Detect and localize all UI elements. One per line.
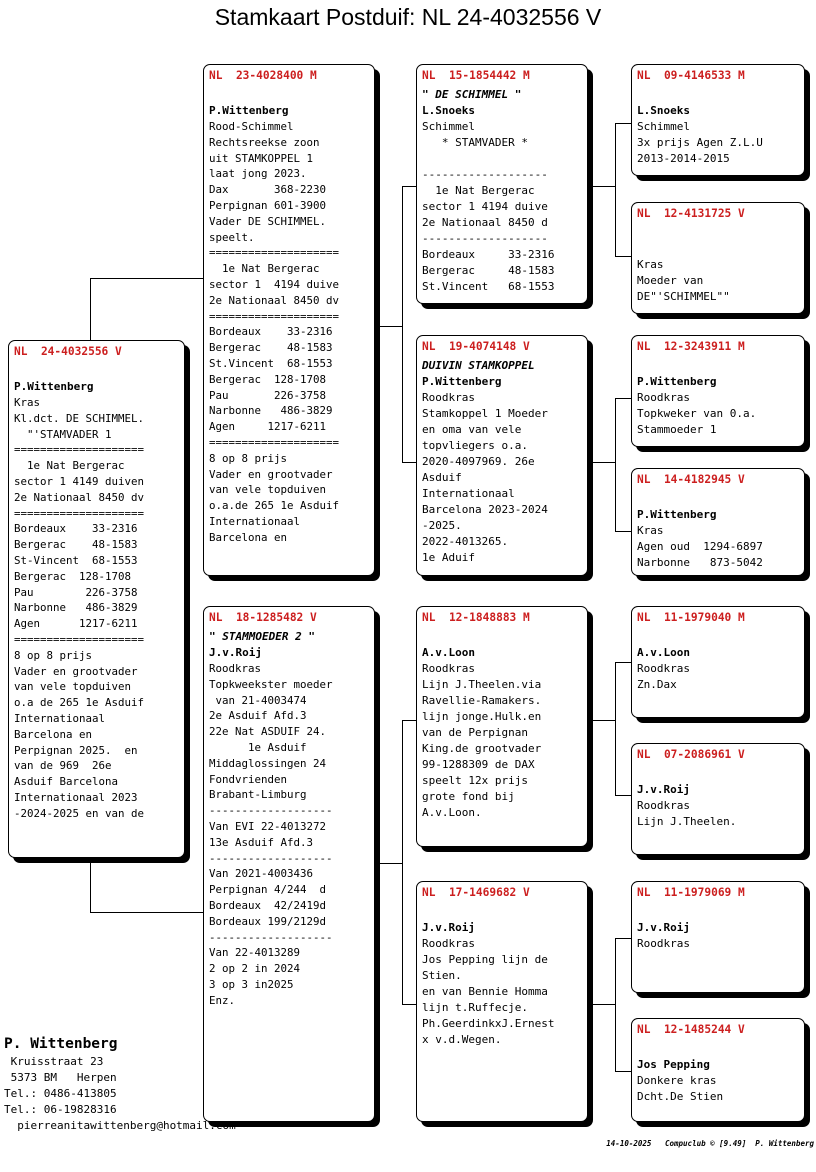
note-line: Perpignan 2025. en [14, 743, 138, 757]
connector-line [615, 531, 632, 532]
note-line: Roodkras [637, 662, 690, 675]
note-line: 3 op 3 in2025 [209, 977, 294, 991]
connector-line [615, 795, 632, 796]
note-line: speelt 12x prijs [422, 774, 528, 787]
ring-number: NL 12-1485244 V [637, 1023, 745, 1036]
ring-number: NL 09-4146533 M [637, 69, 745, 82]
note-line: Narbonne 486-3829 [14, 601, 138, 615]
pigeon-notes [14, 395, 179, 822]
ring-number: NL 18-1285482 V [209, 611, 317, 624]
note-line: Fondvrienden [209, 772, 288, 786]
pigeon-nickname: DUIVIN STAMKOPPEL [422, 359, 535, 372]
breeder-name: J.v.Roij [637, 921, 690, 934]
pigeon-notes [637, 936, 799, 952]
breeder-name: L.Snoeks [422, 104, 475, 117]
note-line: ==================== [14, 506, 145, 520]
breeder-name: Jos Pepping [637, 1058, 710, 1071]
pigeon-card-mff[interactable] [631, 606, 805, 718]
note-line: Vader en grootvader [209, 467, 333, 481]
pigeon-card-father-mother[interactable] [416, 335, 588, 576]
connector-line [615, 662, 632, 663]
note-line: lijn t.Ruffecje. [422, 1001, 528, 1014]
note-line: sector 1 4149 duiven [14, 474, 145, 488]
owner-mobile: Tel.: 06-19828316 [4, 1103, 117, 1116]
connector-line [615, 398, 632, 399]
breeder-name: P.Wittenberg [14, 380, 94, 393]
note-line: o.a de 265 1e Asduif [14, 696, 145, 710]
pigeon-notes [422, 390, 582, 566]
note-line [637, 225, 799, 241]
note-line: 2e Nationaal 8450 d [422, 216, 548, 229]
pigeon-notes [637, 1073, 799, 1105]
connector-line [615, 256, 632, 257]
pigeon-card-father-father[interactable] [416, 64, 588, 304]
spacer [637, 87, 799, 103]
breeder-name: P.Wittenberg [209, 104, 289, 117]
note-line: ==================== [209, 309, 340, 323]
note-line: 2e Nationaal 8450 dv [209, 293, 340, 307]
note-line: Vader DE SCHIMMEL. [209, 214, 327, 228]
note-line: 1e Nat Bergerac [14, 459, 125, 473]
note-line: Agen 1217-6211 [209, 420, 327, 434]
note-line: 13e Asduif Afd.3 [209, 835, 314, 849]
note-line: 2e Asduif Afd.3 [209, 709, 307, 723]
ring-number: NL 12-4131725 V [637, 207, 745, 220]
note-line: 2022-4013265. [422, 535, 509, 548]
note-line: Van 22-4013289 [209, 946, 301, 960]
pigeon-nickname: " DE SCHIMMEL " [422, 88, 522, 101]
note-line: Kl.dct. DE SCHIMMEL. [14, 411, 145, 425]
note-line: Topkweker van 0.a. [637, 407, 757, 420]
owner-email[interactable]: pierreanitawittenberg@hotmail.com [4, 1119, 236, 1132]
note-line: Bordeaux 33-2316 [209, 325, 333, 339]
note-line: Van EVI 22-4013272 [209, 819, 327, 833]
note-line: Roodkras [422, 937, 475, 950]
note-line: van 21-4003474 [209, 693, 307, 707]
note-line: Ravellie-Ramakers. [422, 694, 542, 707]
owner-name: P. Wittenberg [4, 1036, 118, 1052]
connector-line [402, 186, 403, 462]
breeder-name: J.v.Roij [422, 921, 475, 934]
page-title: Stamkaart Postduif: NL 24-4032556 V [214, 4, 602, 30]
note-line: Bordeaux 199/2129d [209, 914, 327, 928]
note-line: St-Vincent 68-1553 [14, 553, 138, 567]
note-line: Bergerac 128-1708 [209, 372, 327, 386]
note-line: 2020-4097969. 26e [422, 455, 535, 468]
note-line: Bergerac 48-1583 [209, 341, 333, 355]
ring-number: NL 15-1854442 M [422, 69, 530, 82]
note-line: van vele topduiven [209, 483, 327, 497]
note-line: Bordeaux 33-2316 [14, 522, 138, 536]
pigeon-notes [637, 798, 799, 830]
note-line: St.Vincent 68-1553 [422, 280, 555, 293]
note-line: Narbonne 486-3829 [209, 404, 333, 418]
note-line: en van Bennie Homma [422, 985, 548, 998]
breeder-name: J.v.Roij [637, 783, 690, 796]
connector-line [615, 938, 632, 939]
owner-phone: Tel.: 0486-413805 [4, 1087, 117, 1100]
note-line: 2e Nationaal 8450 dv [14, 490, 145, 504]
note-line: laat jong 2023. [209, 167, 307, 181]
pigeon-notes [637, 661, 799, 693]
note-line: King.de grootvader [422, 742, 542, 755]
spacer [637, 1041, 799, 1057]
note-line: ==================== [209, 435, 340, 449]
ring-number: NL 07-2086961 V [637, 748, 745, 761]
ring-number: NL 12-3243911 M [637, 340, 745, 353]
note-line: Schimmel [422, 120, 475, 133]
note-line: Ph.GeerdinkxJ.Ernest [422, 1017, 555, 1030]
note-line: van de Perpignan [422, 726, 528, 739]
connector-line [402, 186, 417, 187]
ring-number: NL 24-4032556 V [14, 345, 122, 358]
note-line: Pau 226-3758 [14, 585, 138, 599]
note-line: Stamkoppel 1 Moeder [422, 407, 548, 420]
pigeon-card-mmm[interactable] [631, 1018, 805, 1122]
connector-line [90, 278, 205, 279]
note-line: Asduif Barcelona [14, 775, 119, 789]
pigeon-notes [637, 119, 799, 167]
note-line: Roodkras [422, 391, 475, 404]
pigeon-card-fmf[interactable] [631, 335, 805, 447]
note-line: ------------------- [209, 930, 333, 944]
note-line: o.a.de 265 1e Asduif [209, 499, 340, 513]
pigeon-notes [422, 119, 582, 295]
note-line: ------------------- [209, 804, 333, 818]
note-line: Bordeaux 42/2419d [209, 898, 327, 912]
note-line: Internationaal [209, 514, 301, 528]
note-line: ------------------- [422, 232, 548, 245]
note-line: "'STAMVADER 1 [14, 427, 112, 441]
owner-info [4, 1034, 236, 1134]
pigeon-card-ffm[interactable] [631, 202, 805, 314]
note-line: Barcelona en [14, 727, 93, 741]
owner-street: Kruisstraat 23 [4, 1055, 104, 1068]
note-line: Agen 1217-6211 [14, 617, 138, 631]
pigeon-card-mfm[interactable] [631, 743, 805, 855]
breeder-name: P.Wittenberg [637, 375, 717, 388]
pigeon-card-subject[interactable] [8, 340, 185, 858]
spacer [14, 363, 179, 379]
note-line: sector 1 4194 duive [209, 277, 340, 291]
note-line: 1e Aduif [422, 551, 475, 564]
note-line: Narbonne 873-5042 [637, 556, 763, 569]
note-line: 1e Nat Bergerac [422, 184, 535, 197]
pigeon-notes [637, 225, 799, 305]
connector-line [402, 462, 417, 463]
note-line: Roodkras [637, 391, 690, 404]
note-line: Jos Pepping lijn de [422, 953, 548, 966]
note-line: * STAMVADER * [422, 136, 528, 149]
note-line: ==================== [14, 443, 145, 457]
note-line: ==================== [14, 632, 145, 646]
connector-line [402, 720, 417, 721]
note-line: Pau 226-3758 [209, 388, 327, 402]
note-line: Brabant-Limburg [209, 788, 307, 802]
connector-line [588, 1004, 615, 1005]
pigeon-card-fmm[interactable] [631, 468, 805, 576]
note-line: Internationaal 2023 [14, 790, 138, 804]
ring-number: NL 12-1848883 M [422, 611, 530, 624]
note-line: sector 1 4194 duive [422, 200, 548, 213]
ring-number: NL 19-4074148 V [422, 340, 530, 353]
breeder-name: A.v.Loon [637, 646, 690, 659]
breeder-name: P.Wittenberg [637, 508, 717, 521]
pigeon-card-mother-father[interactable] [416, 606, 588, 847]
note-line: van de 969 26e [14, 759, 112, 773]
pigeon-notes [422, 936, 582, 1048]
pigeon-notes [209, 661, 369, 1009]
spacer [422, 629, 582, 645]
note-line: Roodkras [637, 937, 690, 950]
ring-number: NL 23-4028400 M [209, 69, 317, 82]
note-line: Schimmel [637, 120, 690, 133]
note-line: Enz. [209, 993, 236, 1007]
note-line: Vader en grootvader [14, 664, 138, 678]
note-line: Bergerac 128-1708 [14, 569, 132, 583]
note-line: Stien. [422, 969, 462, 982]
note-line: St.Vincent 68-1553 [209, 356, 333, 370]
pigeon-card-mother-mother[interactable] [416, 881, 588, 1122]
breeder-name: A.v.Loon [422, 646, 475, 659]
spacer [422, 904, 582, 920]
connector-line [615, 398, 616, 531]
connector-line [615, 662, 616, 795]
spacer [637, 629, 799, 645]
note-line: Topkweekster moeder [209, 677, 333, 691]
note-line: Dax 368-2230 [209, 183, 327, 197]
spacer [637, 904, 799, 920]
note-line: Roodkras [637, 799, 690, 812]
note-line [637, 241, 799, 257]
note-line: en oma van vele [422, 423, 522, 436]
note-line: Perpignan 4/244 d [209, 883, 327, 897]
breeder-name: L.Snoeks [637, 104, 690, 117]
note-line: ==================== [209, 246, 340, 260]
pigeon-notes [637, 523, 799, 571]
note-line: Stammoeder 1 [637, 423, 717, 436]
connector-line [615, 1071, 632, 1072]
note-line: Lijn J.Theelen.via [422, 678, 542, 691]
pigeon-notes [209, 119, 369, 546]
note-line: Roodkras [422, 662, 475, 675]
note-line: Moeder van [637, 274, 704, 287]
note-line: Zn.Dax [637, 678, 677, 691]
note-line: Bergerac 48-1583 [14, 538, 138, 552]
footer-credit: 14-10-2025 Compuclub © [9.49] P. Wittenberg [606, 1139, 814, 1148]
ring-number: NL 17-1469682 V [422, 886, 530, 899]
note-line: Bordeaux 33-2316 [422, 248, 555, 261]
pigeon-notes [422, 661, 582, 821]
note-line: 8 op 8 prijs [14, 648, 93, 662]
note-line: DE"'SCHIMMEL"" [637, 290, 730, 303]
note-line: 3x prijs Agen Z.L.U [637, 136, 763, 149]
note-line: 22e Nat ASDUIF 24. [209, 725, 327, 739]
note-line: Kras [14, 396, 41, 409]
note-line: topvliegers o.a. [422, 439, 528, 452]
connector-line [615, 123, 616, 256]
spacer [637, 358, 799, 374]
owner-city: 5373 BM Herpen [4, 1071, 117, 1084]
note-line: Barcelona en [209, 530, 288, 544]
breeder-name: P.Wittenberg [422, 375, 502, 388]
connector-line [375, 326, 402, 327]
note-line: A.v.Loon. [422, 806, 482, 819]
note-line: Rechtsreekse zoon [209, 135, 320, 149]
note-line: speelt. [209, 230, 255, 244]
note-line: grote fond bij [422, 790, 515, 803]
note-line: Agen oud 1294-6897 [637, 540, 763, 553]
note-line: Perpignan 601-3900 [209, 198, 327, 212]
pigeon-card-fff[interactable] [631, 64, 805, 176]
note-line: Bergerac 48-1583 [422, 264, 555, 277]
note-line: -2025. [422, 519, 462, 532]
connector-line [588, 462, 615, 463]
pigeon-notes [637, 390, 799, 438]
note-line: ------------------- [422, 168, 548, 181]
connector-line [588, 720, 615, 721]
pigeon-card-father[interactable] [203, 64, 375, 576]
note-line: Internationaal [14, 711, 106, 725]
note-line: Asduif [422, 471, 462, 484]
connector-line [90, 858, 91, 912]
note-line: Dcht.De Stien [637, 1090, 724, 1103]
ring-number: NL 11-1979069 M [637, 886, 745, 899]
note-line: 8 op 8 prijs [209, 451, 288, 465]
note-line: Rood-Schimmel [209, 120, 294, 133]
spacer [209, 87, 369, 103]
note-line: van vele topduiven [14, 680, 132, 694]
ring-number: NL 14-4182945 V [637, 473, 745, 486]
note-line: Kras [637, 524, 664, 537]
note-line: x v.d.Wegen. [422, 1033, 502, 1046]
note-line: Donkere kras [637, 1074, 717, 1087]
pigeon-nickname: " STAMMOEDER 2 " [209, 630, 315, 643]
note-line: Kras [637, 258, 664, 271]
connector-line [615, 938, 616, 1071]
note-line: Internationaal [422, 487, 515, 500]
breeder-name: J.v.Roij [209, 646, 262, 659]
connector-line [402, 720, 403, 1004]
connector-line [90, 912, 205, 913]
note-line: ------------------- [209, 851, 333, 865]
note-line: 1e Nat Bergerac [209, 262, 320, 276]
note-line: 2013-2014-2015 [637, 152, 730, 165]
connector-line [90, 278, 91, 340]
note-line: 1e Asduif [209, 740, 307, 754]
note-line [422, 151, 582, 167]
note-line: Roodkras [209, 662, 262, 675]
pigeon-card-mmf[interactable] [631, 881, 805, 993]
note-line: Lijn J.Theelen. [637, 815, 737, 828]
note-line: lijn jonge.Hulk.en [422, 710, 542, 723]
ring-number: NL 11-1979040 M [637, 611, 745, 624]
note-line: 2 op 2 in 2024 [209, 962, 301, 976]
note-line: 99-1288309 de DAX [422, 758, 535, 771]
spacer [637, 766, 799, 782]
connector-line [402, 1004, 417, 1005]
note-line: uit STAMKOPPEL 1 [209, 151, 314, 165]
connector-line [588, 186, 615, 187]
note-line: -2024-2025 en van de [14, 806, 145, 820]
spacer [637, 491, 799, 507]
connector-line [615, 123, 632, 124]
note-line: Barcelona 2023-2024 [422, 503, 548, 516]
note-line: Middaglossingen 24 [209, 756, 327, 770]
note-line: Van 2021-4003436 [209, 867, 314, 881]
connector-line [375, 863, 402, 864]
